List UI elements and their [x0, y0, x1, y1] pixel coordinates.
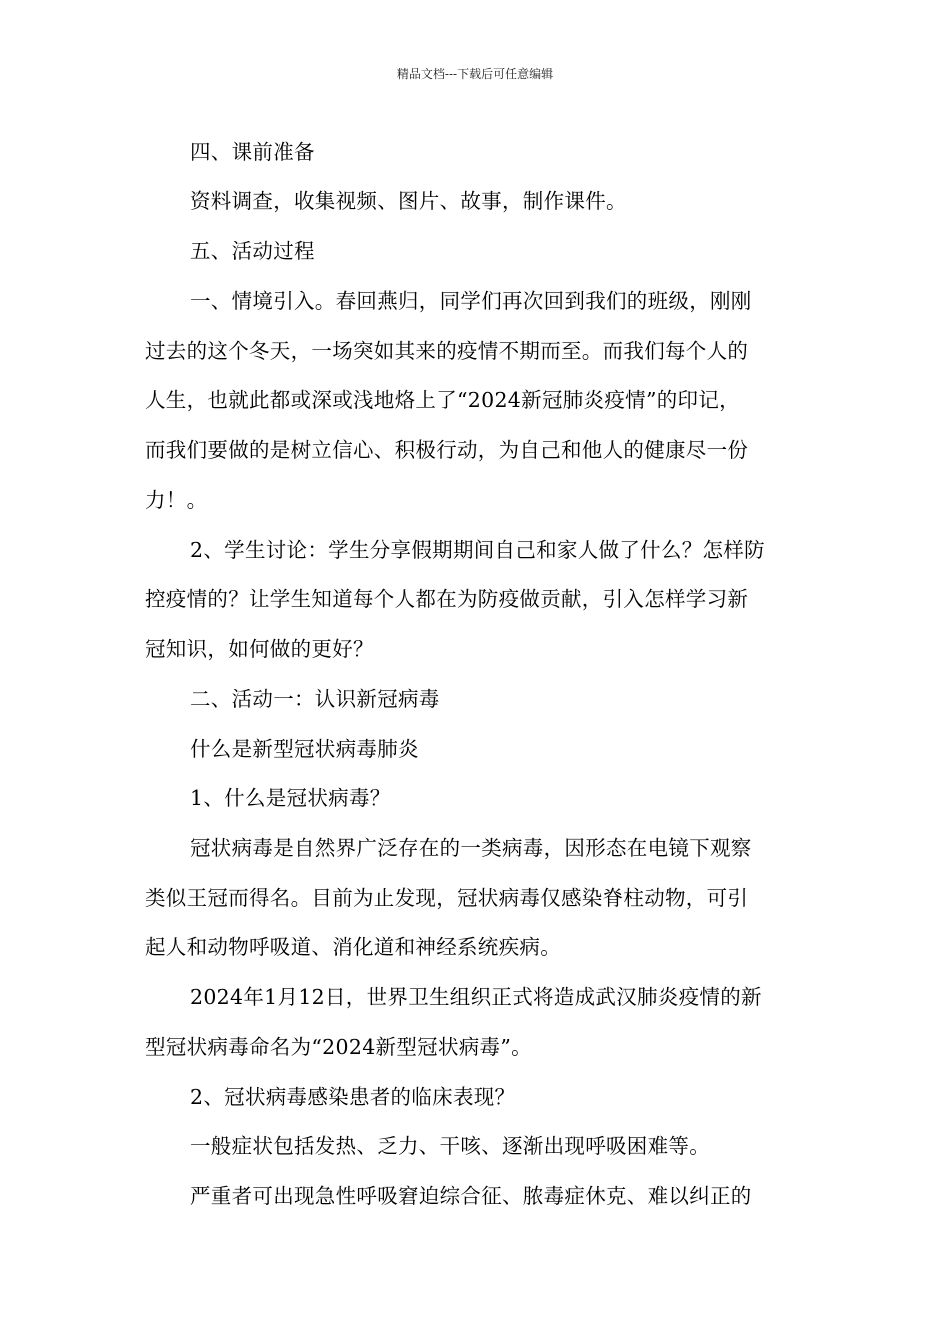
- text-line-2: 资料调查，收集视频、图片、故事，制作课件。: [190, 189, 627, 213]
- page-header: 精品文档---下载后可任意编辑: [396, 67, 554, 81]
- text-line-15: 冠状病毒是自然界广泛存在的一类病毒，因形态在电镜下观察: [190, 836, 752, 860]
- text-line-10: 控疫情的？让学生知道每个人都在为防疫做贡献，引入怎样学习新: [145, 587, 749, 611]
- text-line-4: 一、情境引入。春回燕归，同学们再次回到我们的班级，刚刚: [190, 289, 752, 313]
- text-line-3: 五、活动过程: [190, 239, 315, 263]
- text-line-21: 一般症状包括发热、乏力、干咳、逐渐出现呼吸困难等。: [190, 1134, 710, 1158]
- text-line-7: 而我们要做的是树立信心、积极行动，为自己和他人的健康尽一份: [145, 438, 749, 462]
- text-line-19: 型冠状病毒命名为“2024新型冠状病毒”。: [145, 1035, 532, 1059]
- text-line-9: 2、学生讨论：学生分享假期期间自己和家人做了什么？怎样防: [190, 538, 765, 562]
- text-line-12: 二、活动一：认识新冠病毒: [190, 687, 440, 711]
- text-line-18: 2024年1月12日，世界卫生组织正式将造成武汉肺炎疫情的新: [190, 985, 762, 1009]
- text-line-6: 人生，也就此都或深或浅地烙上了“2024新冠肺炎疫情”的印记，: [145, 388, 740, 412]
- text-line-17: 起人和动物呼吸道、消化道和神经系统疾病。: [145, 935, 561, 959]
- text-line-11: 冠知识，如何做的更好？: [145, 637, 374, 661]
- text-line-16: 类似王冠而得名。目前为止发现，冠状病毒仅感染脊柱动物，可引: [145, 886, 749, 910]
- text-line-5: 过去的这个冬天，一场突如其来的疫情不期而至。而我们每个人的: [145, 339, 749, 363]
- text-line-1: 四、课前准备: [190, 140, 315, 164]
- text-line-14: 1、什么是冠状病毒？: [190, 786, 391, 810]
- text-line-13: 什么是新型冠状病毒肺炎: [190, 737, 419, 761]
- text-line-22: 严重者可出现急性呼吸窘迫综合征、脓毒症休克、难以纠正的: [190, 1184, 752, 1208]
- text-line-20: 2、冠状病毒感染患者的临床表现？: [190, 1085, 516, 1109]
- text-line-8: 力！。: [145, 488, 208, 512]
